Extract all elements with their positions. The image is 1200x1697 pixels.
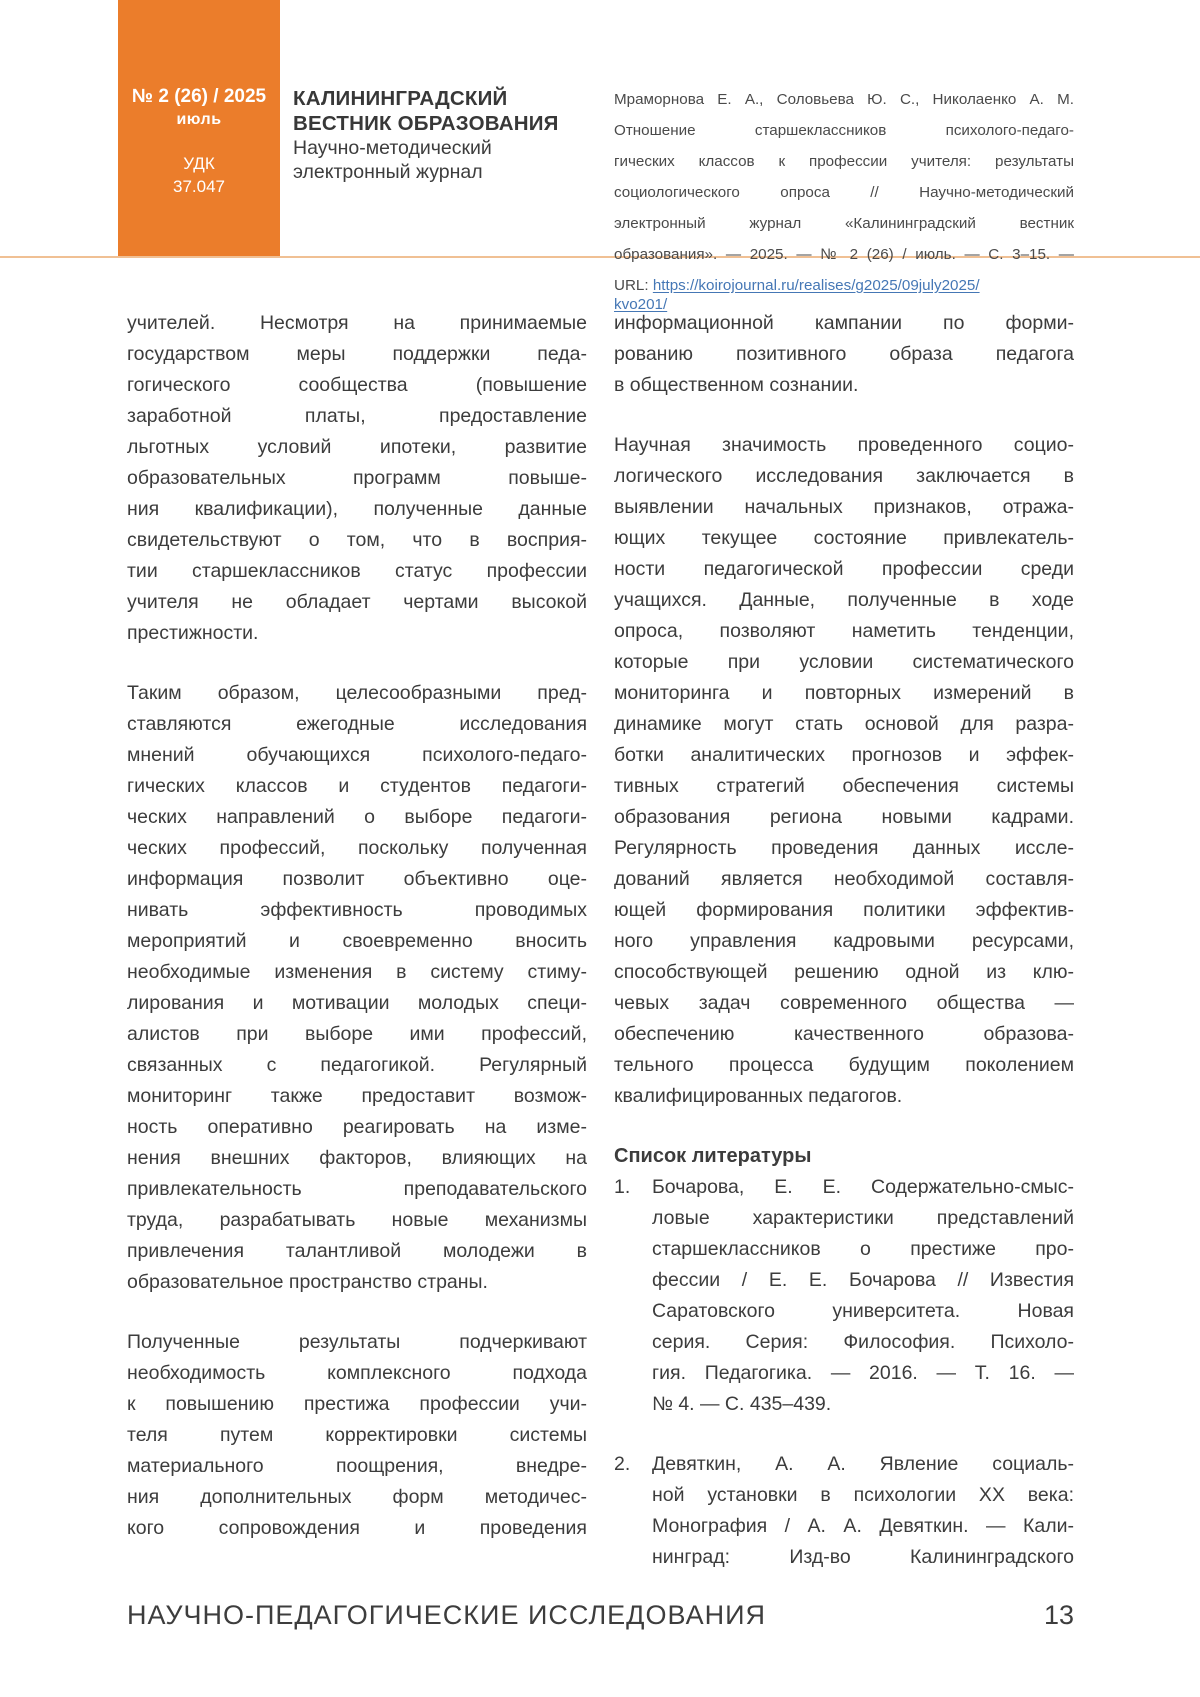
text-line: мониторинга и повторных измерений в xyxy=(614,682,1074,704)
text-line: ния дополнительных форм методичес- xyxy=(127,1486,587,1508)
text-line: труда, разрабатывать новые механизмы xyxy=(127,1209,587,1231)
reference-item xyxy=(614,1172,1074,1420)
text-line: нивать эффективность проводимых xyxy=(127,899,587,921)
citation-url-line xyxy=(614,276,1074,295)
text-line: материального поощрения, внедре- xyxy=(127,1455,587,1477)
text-line: нения внешних факторов, влияющих на xyxy=(127,1147,587,1169)
text-line: необходимые изменения в систему стиму- xyxy=(127,961,587,983)
text-line: ющих текущее состояние привлекатель- xyxy=(614,527,1074,549)
paragraph xyxy=(127,308,587,649)
text-line: в общественном сознании. xyxy=(614,374,859,396)
text-line: Научная значимость проведенного социо- xyxy=(614,434,1074,456)
text-line: образовательное пространство страны. xyxy=(127,1271,488,1293)
body-column-right xyxy=(614,308,1074,1573)
text-line: льготных условий ипотеки, развитие xyxy=(127,436,587,458)
text-line: заработной платы, предоставление xyxy=(127,405,587,427)
text-line: к повышению престижа профессии учи- xyxy=(127,1393,587,1415)
text-line: выявлении начальных признаков, отража- xyxy=(614,496,1074,518)
url-label: URL: xyxy=(614,277,649,294)
text-line: опроса, позволяют наметить тенденции, xyxy=(614,620,1074,642)
text-line: обеспечению качественного образова- xyxy=(614,1023,1074,1045)
text-line: Саратовского университета. Новая xyxy=(652,1300,1074,1322)
text-line: гических классов и студентов педагоги- xyxy=(127,775,587,797)
text-line: мнений обучающихся психолого-педаго- xyxy=(127,744,587,766)
text-line: способствующей решению одной из клю- xyxy=(614,961,1074,983)
text-line: престижности. xyxy=(127,622,259,644)
text-line: необходимость комплексного подхода xyxy=(127,1362,587,1384)
text-line: ность оперативно реагировать на изме- xyxy=(127,1116,587,1138)
text-line: Отношение старшеклассников психолого-педаго- xyxy=(614,122,1074,139)
text-line: рованию позитивного образа педагога xyxy=(614,343,1074,365)
text-line: мониторинг также предоставит возмож- xyxy=(127,1085,587,1107)
udk-label: УДК xyxy=(183,154,215,173)
text-line: ния квалификации), полученные данные xyxy=(127,498,587,520)
text-line: связанных с педагогикой. Регулярный xyxy=(127,1054,587,1076)
text-line: Мраморнова Е. А., Соловьева Ю. С., Николаенко А. М. xyxy=(614,91,1074,108)
journal-title-line2: ВЕСТНИК ОБРАЗОВАНИЯ xyxy=(293,112,559,135)
text-line: мероприятий и своевременно вносить xyxy=(127,930,587,952)
issue-month: июль xyxy=(176,111,222,128)
text-line: государством меры поддержки педа- xyxy=(127,343,587,365)
text-line: лирования и мотивации молодых специ- xyxy=(127,992,587,1014)
text-line: которые при условии систематического xyxy=(614,651,1074,673)
text-line: серия. Серия: Философия. Психоло- xyxy=(652,1331,1074,1353)
text-line: тии старшеклассников статус профессии xyxy=(127,560,587,582)
body-column-left xyxy=(127,308,587,1544)
reference-item xyxy=(614,1449,1074,1573)
text-line: нинград: Изд-во Калининградского xyxy=(652,1546,1074,1568)
text-line: динамике могут стать основой для разра- xyxy=(614,713,1074,735)
references-heading: Список литературы xyxy=(614,1145,812,1167)
citation-lines xyxy=(614,90,1074,276)
text-line: гия. Педагогика. — 2016. — Т. 16. — xyxy=(652,1362,1074,1384)
text-line: тельного процесса будущим поколением xyxy=(614,1054,1074,1076)
issue-box xyxy=(118,0,280,258)
text-line: социологического опроса // Научно-методический xyxy=(614,184,1074,201)
journal-subtitle-line2: электронный журнал xyxy=(293,161,483,183)
paragraph xyxy=(614,430,1074,1112)
journal-subtitle-line1: Научно-методический xyxy=(293,137,492,159)
text-line: ставляются ежегодные исследования xyxy=(127,713,587,735)
text-line: Регулярность проведения данных иссле- xyxy=(614,837,1074,859)
text-line: образовательных программ повыше- xyxy=(127,467,587,489)
text-line: гогического сообщества (повышение xyxy=(127,374,587,396)
text-line: ческих профессий, поскольку полученная xyxy=(127,837,587,859)
text-line: ного управления кадровыми ресурсами, xyxy=(614,930,1074,952)
text-line: учащихся. Данные, полученные в ходе xyxy=(614,589,1074,611)
reference-number: 2. xyxy=(614,1453,631,1475)
text-line: Монография / А. А. Девяткин. — Кали- xyxy=(652,1515,1074,1537)
text-line: учителей. Несмотря на принимаемые xyxy=(127,312,587,334)
journal-title-block xyxy=(293,86,559,184)
text-line: ботки аналитических прогнозов и эффек- xyxy=(614,744,1074,766)
citation-url-link[interactable]: https://koirojournal.ru/realises/g2025/09july2025/ xyxy=(652,277,980,294)
text-line: Полученные результаты подчеркивают xyxy=(127,1331,587,1353)
udk-value: 37.047 xyxy=(173,177,225,196)
text-line: фессии / Е. Е. Бочарова // Известия xyxy=(652,1269,1074,1291)
footer-page-number: 13 xyxy=(1043,1600,1074,1630)
citation-url-link-continuation[interactable]: kvo201/ xyxy=(614,296,668,314)
text-line: привлечения талантливой молодежи в xyxy=(127,1240,587,1262)
text-line: дований является необходимой составля- xyxy=(614,868,1074,890)
journal-title-line1: КАЛИНИНГРАДСКИЙ xyxy=(293,87,508,110)
text-line: образования региона новыми кадрами. xyxy=(614,806,1074,828)
article-citation xyxy=(614,90,1074,315)
text-line: образования». — 2025. — № 2 (26) / июль. — С. 3–15. — xyxy=(614,246,1074,263)
text-line: информация позволит объективно оце- xyxy=(127,868,587,890)
text-line: Девяткин, А. А. Явление социаль- xyxy=(652,1453,1074,1475)
text-line: ющей формирования политики эффектив- xyxy=(614,899,1074,921)
text-line: учителя не обладает чертами высокой xyxy=(127,591,587,613)
issue-number: № 2 (26) / 2025 xyxy=(131,86,267,107)
text-line: ности педагогической профессии среди xyxy=(614,558,1074,580)
text-line: тивных стратегий обеспечения системы xyxy=(614,775,1074,797)
text-line: теля путем корректировки системы xyxy=(127,1424,587,1446)
text-line: старшеклассников о престиже про- xyxy=(652,1238,1074,1260)
text-line: ческих направлений о выборе педагоги- xyxy=(127,806,587,828)
text-line: информационной кампании по форми- xyxy=(614,312,1074,334)
text-line: гических классов к профессии учителя: результаты xyxy=(614,153,1074,170)
text-line: Таким образом, целесообразными пред- xyxy=(127,682,587,704)
text-line: ной установки в психологии XX века: xyxy=(652,1484,1074,1506)
reference-number: 1. xyxy=(614,1176,631,1198)
text-line: Бочарова, Е. Е. Содержательно-смыс- xyxy=(652,1176,1074,1198)
paragraph xyxy=(127,1327,587,1544)
text-line: свидетельствуют о том, что в восприя- xyxy=(127,529,587,551)
paragraph xyxy=(614,308,1074,401)
paragraph xyxy=(127,678,587,1298)
text-line: электронный журнал «Калининградский вестник xyxy=(614,215,1074,232)
text-line: логического исследования заключается в xyxy=(614,465,1074,487)
text-line: № 4. — С. 435–439. xyxy=(652,1393,832,1415)
text-line: чевых задач современного общества — xyxy=(614,992,1074,1014)
text-line: алистов при выборе ими профессий, xyxy=(127,1023,587,1045)
text-line: квалифицированных педагогов. xyxy=(614,1085,903,1107)
text-line: кого сопровождения и проведения xyxy=(127,1517,587,1539)
footer-section-title: НАУЧНО-ПЕДАГОГИЧЕСКИЕ ИССЛЕДОВАНИЯ xyxy=(127,1600,766,1630)
text-line: ловые характеристики представлений xyxy=(652,1207,1074,1229)
text-line: привлекательность преподавательского xyxy=(127,1178,587,1200)
